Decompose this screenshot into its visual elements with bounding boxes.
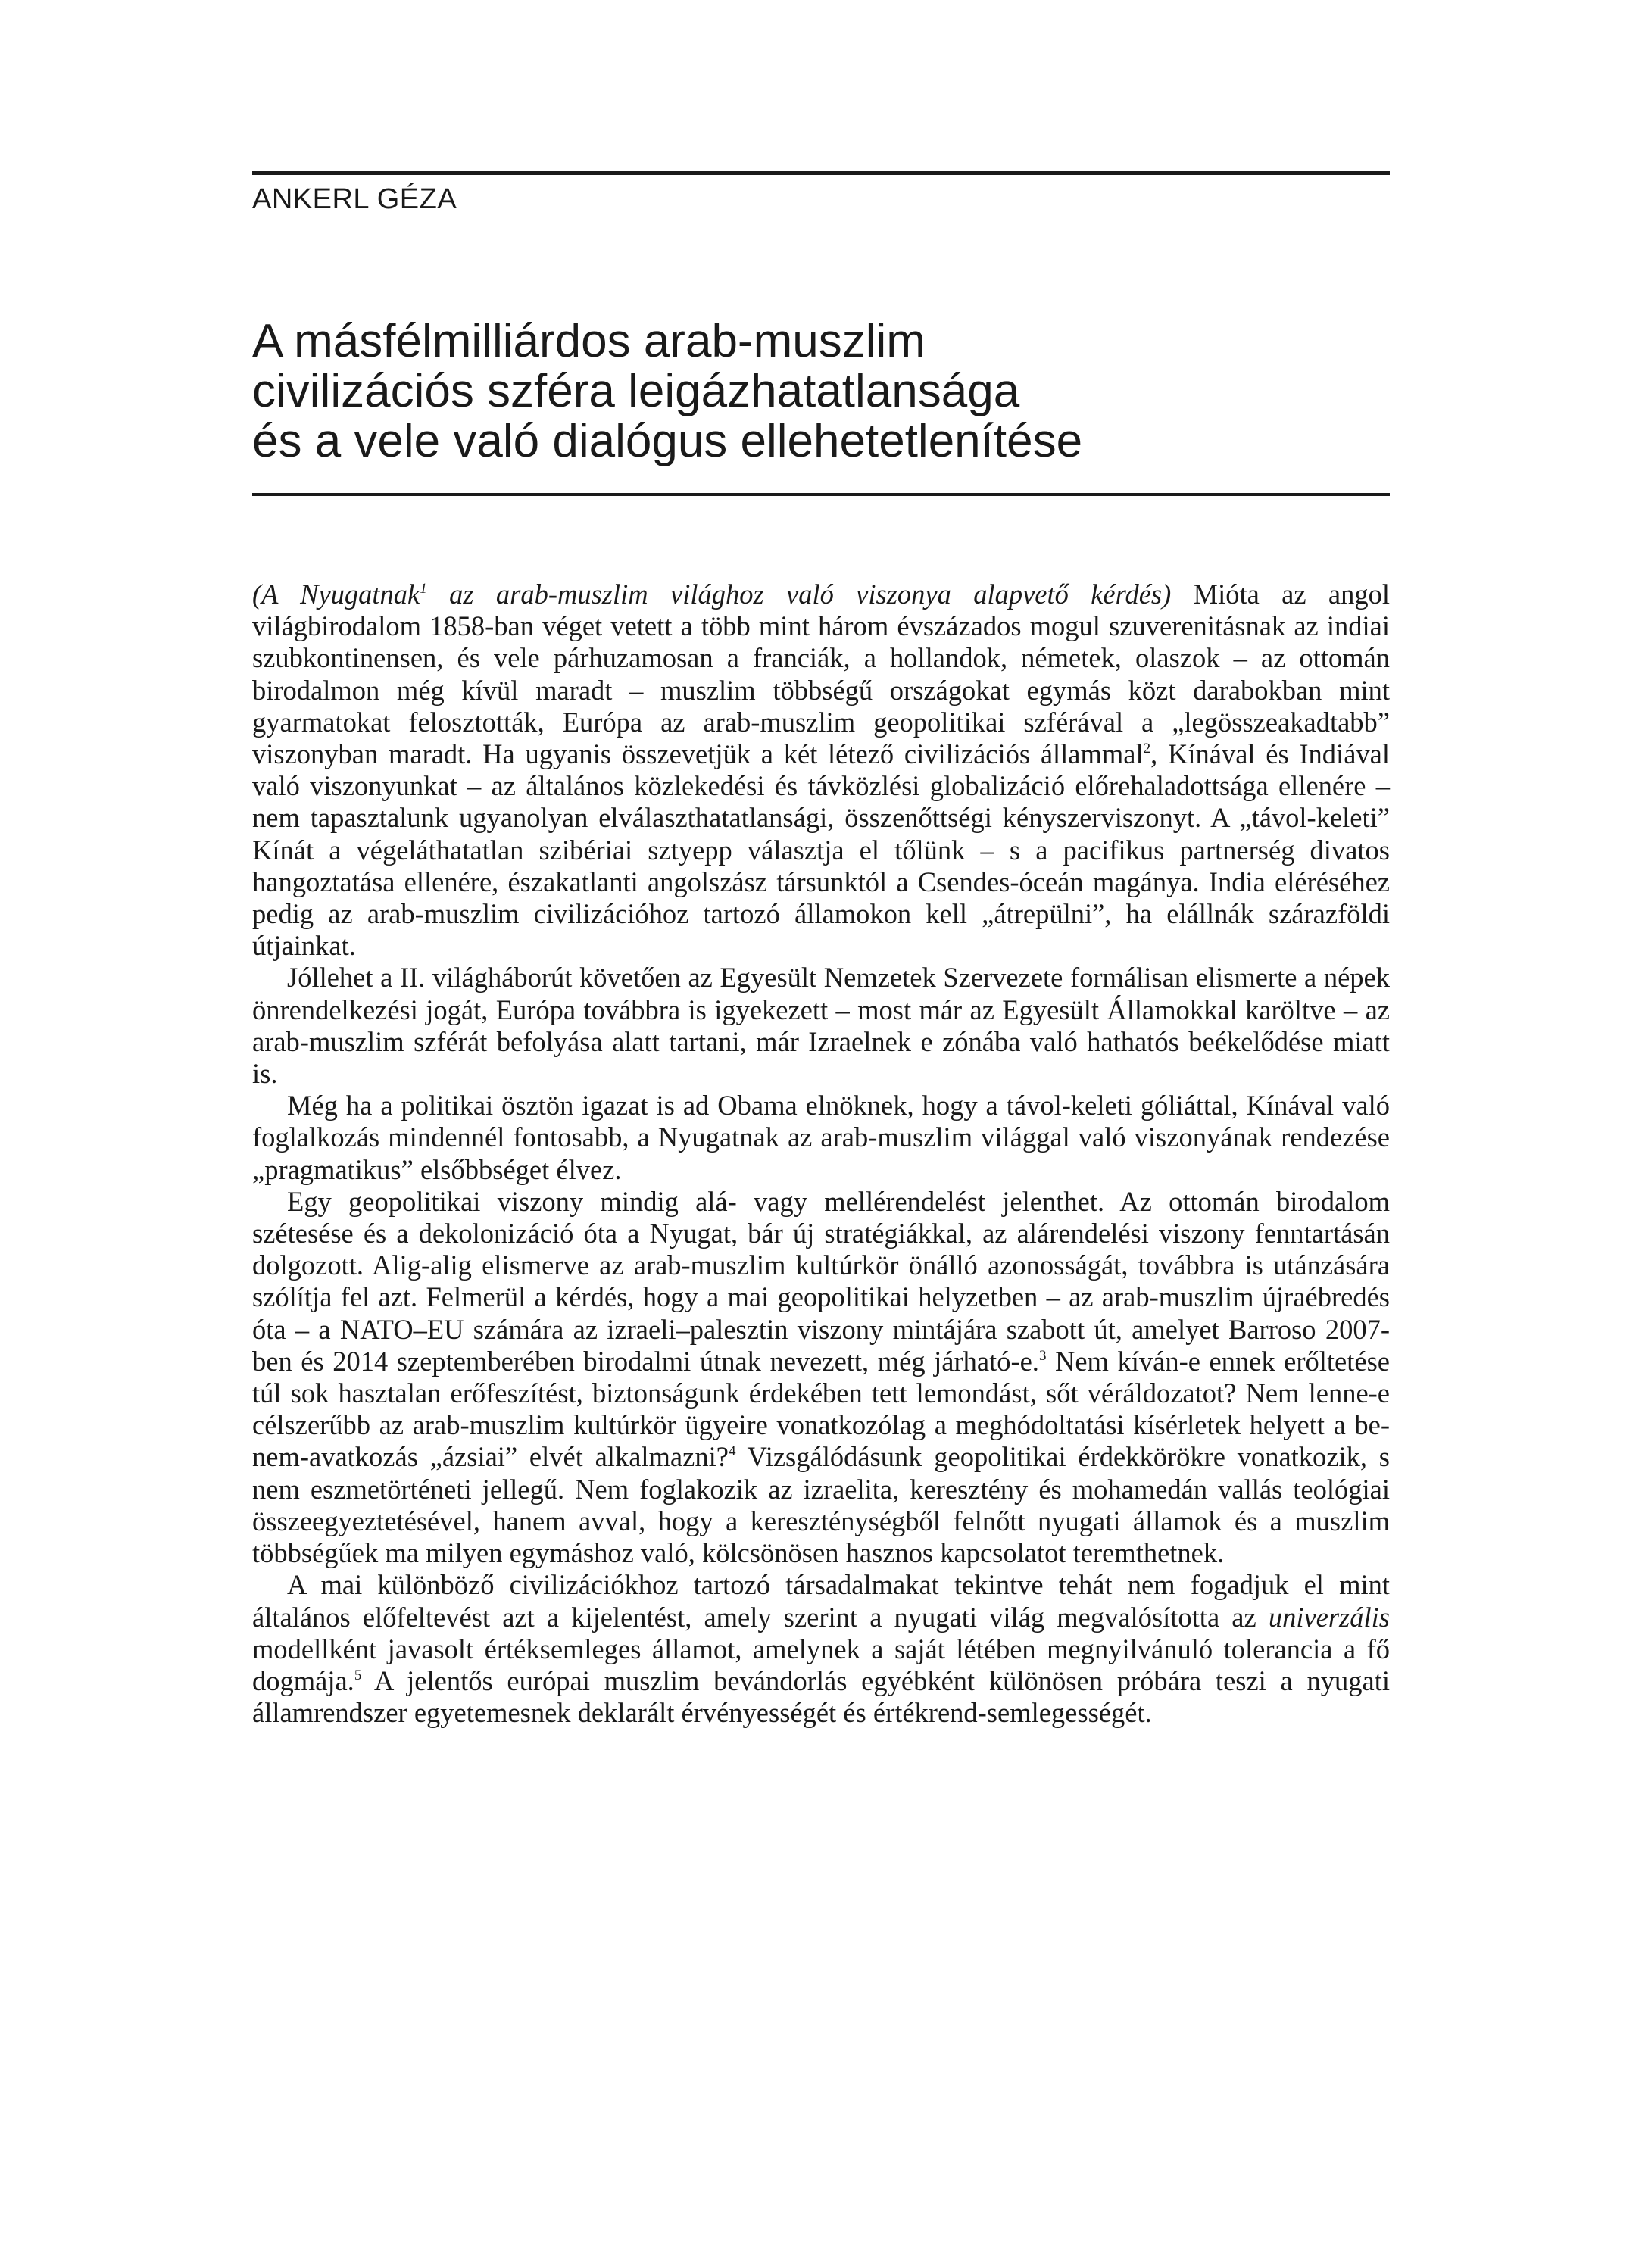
body-paragraph bbox=[252, 579, 1390, 962]
footnote-marker[interactable]: 1 bbox=[420, 581, 427, 597]
paragraph-text: Egy geopolitikai viszony mindig alá- vagy mellérendelést jelenthet. Az ottomán birodalom szétesése és a dekolonizáció óta a Nyugat, bár új stratégiákkal, az alárendelési viszony fenntartásán dolgozott. Alig-alig elismerve az arab-muszlim kultúrkör önálló azonosságát, továbbra is utánzására szólítja fel azt. Felmerül a kérdés, hogy a mai geopolitikai helyzetben – az arab-muszlim újraébredés óta – a NATO–EU számára az izraeli–palesztin viszony mintájára szabott út, amelyet Barroso 2007-ben és 2014 szeptemberében birodalmi útnak nevezett, még járható-e. bbox=[252, 1185, 1390, 1377]
title-rule bbox=[252, 493, 1390, 496]
title-line: és a vele való dialógus ellehetetlenítése bbox=[252, 415, 1083, 467]
article-body bbox=[252, 579, 1390, 1729]
paragraph-lead bbox=[252, 579, 1171, 610]
paragraph-text: Vizsgálódásunk geopolitikai érdekkörökre vonatkozik, s nem eszmetörténeti jellegű. Nem foglakozik az izraelita, keresztény és mohamedán vallás teológiai összeegyeztetésével, hanem avval, hogy a kereszténységből felnőtt nyugati államok és a muszlim többségűek ma milyen egymáshoz való, kölcsönösen hasznos kapcsolatot teremthetnek. bbox=[252, 1441, 1390, 1569]
paragraph-text: Mióta az angol világbirodalom 1858-ban véget vetett a több mint három évszázados mogul szuverenitásnak az indiai szubkontinensen, és vele párhuzamosan a franciák, a hollandok, németek, olaszok – az ottomán birodalmon még kívül maradt – muszlim többségű országokat egymás közt darabokban mint gyarmatokat felosztották, Európa az arab-muszlim geopolitikai szférával a „legösszeakadtabb” viszonyban maradt. Ha ugyanis összevetjük a két létező civilizációs állammal bbox=[252, 579, 1390, 770]
footnote-marker[interactable]: 4 bbox=[728, 1443, 736, 1460]
header-rule bbox=[252, 171, 1390, 175]
body-paragraph bbox=[252, 1569, 1390, 1729]
lead-text: (A Nyugatnak bbox=[252, 579, 420, 610]
emphasized-term: univerzális bbox=[1268, 1601, 1390, 1633]
body-paragraph: Jóllehet a II. világháborút követően az Egyesült Nemzetek Szervezete formálisan elismerte a népek önrendelkezési jogát, Európa továbbra is igyekezett – most már az Egyesült Államokkal karöltve – az arab-muszlim szférát befolyása alatt tartani, már Izraelnek e zónába való hathatós beékelődése miatt is. bbox=[252, 962, 1390, 1090]
footnote-marker[interactable]: 2 bbox=[1143, 741, 1151, 757]
paragraph-text: A mai különböző civilizációkhoz tartozó társadalmakat tekintve tehát nem fogadjuk el mint általános előfeltevést azt a kijelentést, amely szerint a nyugati világ megvalósította az bbox=[252, 1569, 1390, 1633]
body-paragraph: Még ha a politikai ösztön igazat is ad Obama elnöknek, hogy a távol-keleti góliáttal, Kínával való foglalkozás mindennél fontosabb, a Nyugatnak az arab-muszlim világgal való viszonyának rendezése „pragmatikus” elsőbbséget élvez. bbox=[252, 1090, 1390, 1185]
body-paragraph bbox=[252, 1186, 1390, 1569]
lead-text: az arab-muszlim világhoz való viszonya alapvető kérdés) bbox=[426, 579, 1172, 610]
title-line: civilizációs szféra leigázhatatlansága bbox=[252, 365, 1020, 417]
paragraph-text: modellként javasolt értéksemleges államot, amelynek a saját létében megnyilvánuló tolerancia a fő dogmája. bbox=[252, 1633, 1390, 1696]
article-title bbox=[252, 317, 1390, 466]
title-line: A másfélmilliárdos arab-muszlim bbox=[252, 315, 926, 367]
paragraph-text: , Kínával és Indiával való viszonyunkat – az általános közlekedési és távközlési globalizáció előrehaladottsága ellenére – nem tapasztalunk ugyanolyan elválaszthatatlansági, összenőttségi kényszerviszonyt. A „távol-keleti” Kínát a végeláthatatlan szibériai sztyepp választja el tőlünk – s a pacifikus partnerség divatos hangoztatása ellenére, északatlanti angolszász társunktól a Csendes-óceán magánya. India eléréséhez pedig az arab-muszlim civilizációhoz tartozó államokon kell „átrepülni”, ha elállnák szárazföldi útjainkat. bbox=[252, 738, 1390, 962]
paragraph-text: A jelentős európai muszlim bevándorlás egyébként különösen próbára teszi a nyugati államrendszer egyetemesnek deklarált érvényességét és értékrend-semlegességét. bbox=[252, 1664, 1390, 1729]
paragraph-text: Nem kíván-e ennek erőltetése túl sok hasztalan erőfeszítést, biztonságunk érdekében tett lemondást, sőt véráldozatot? Nem lenne-e célszerűbb az arab-muszlim kultúrkör ügyeire vonatkozólag a meghódoltatási kísérletek helyett a be-nem-avatkozás „ázsiai” elvét alkalmazni? bbox=[252, 1345, 1390, 1473]
author-name: ANKERL GÉZA bbox=[252, 183, 457, 215]
footnote-marker[interactable]: 5 bbox=[354, 1667, 362, 1683]
footnote-marker[interactable]: 3 bbox=[1038, 1347, 1047, 1364]
